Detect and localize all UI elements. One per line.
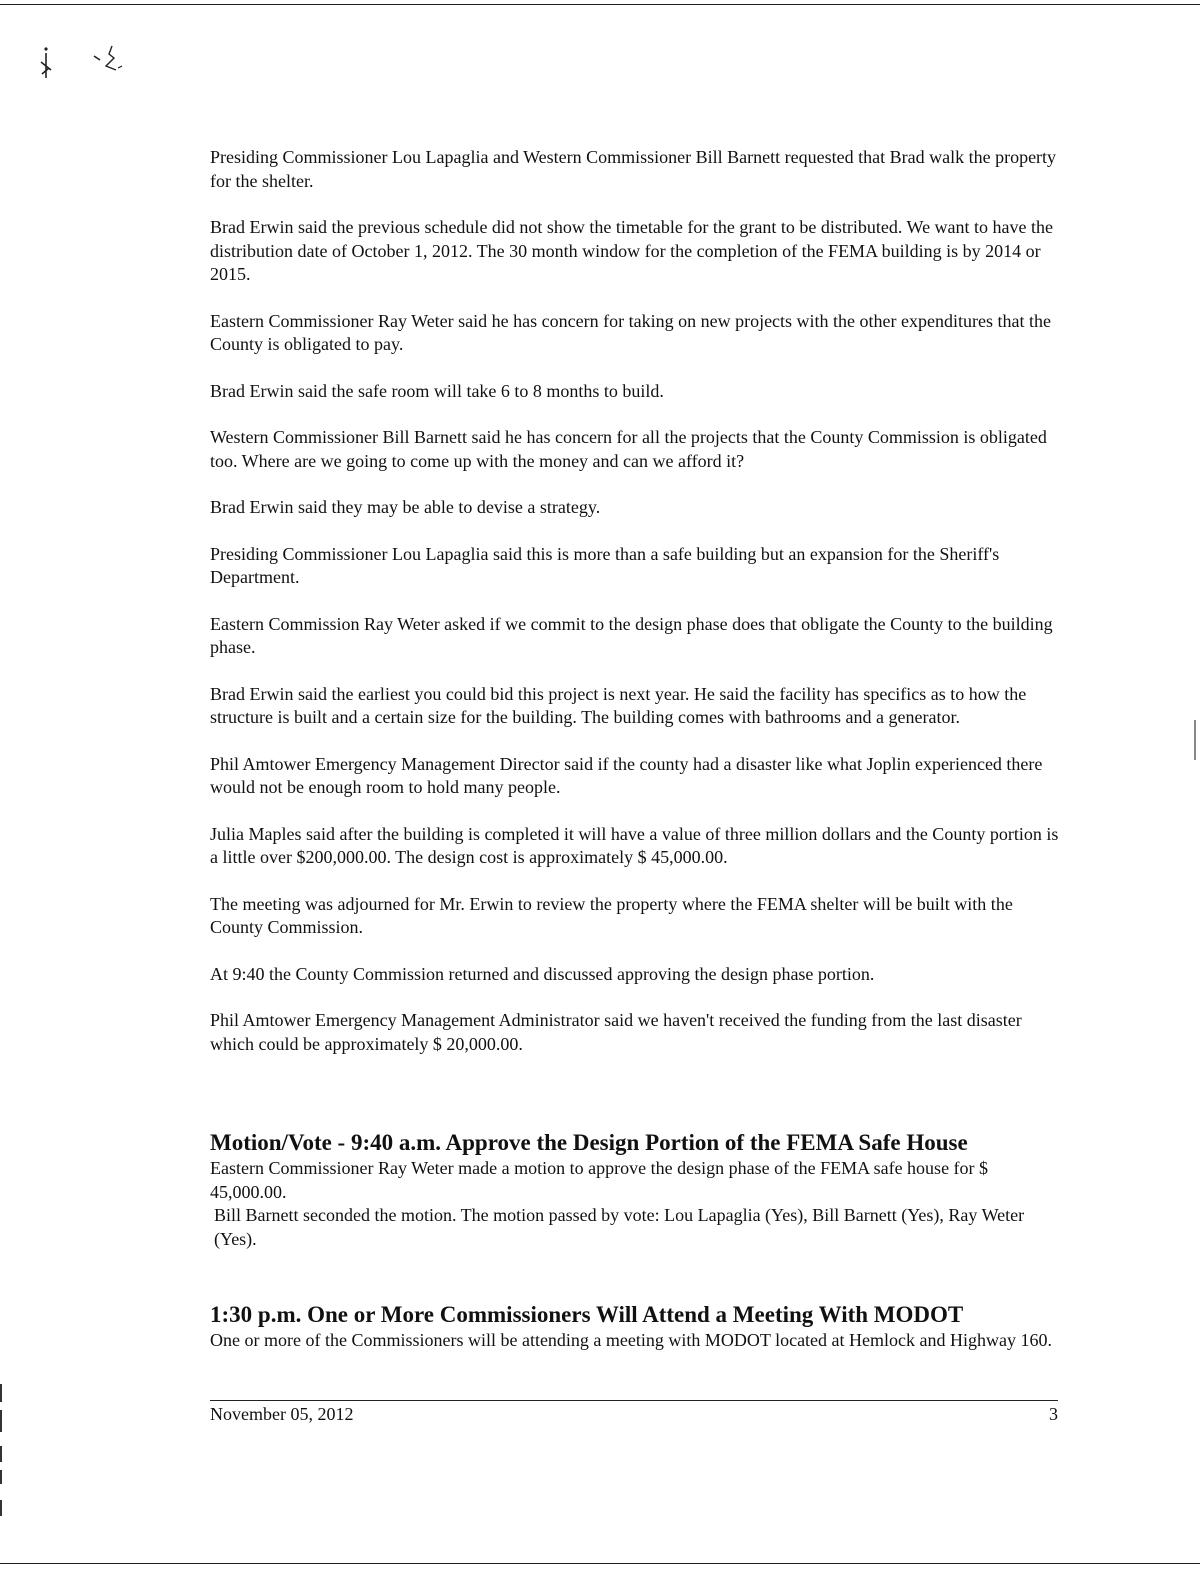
margin-mark bbox=[0, 1500, 2, 1516]
paragraph: Presiding Commissioner Lou Lapaglia and Western Commissioner Bill Barnett requested that Brad walk the property for the shelter. bbox=[210, 147, 1057, 191]
meeting-heading: 1:30 p.m. One or More Commissioners Will Attend a Meeting With MODOT bbox=[210, 1302, 964, 1327]
margin-mark bbox=[0, 1470, 2, 1484]
document-body bbox=[210, 146, 1065, 1353]
motion-section bbox=[210, 1129, 1065, 1251]
scan-edge-mark bbox=[1194, 720, 1196, 760]
meeting-text: One or more of the Commissioners will be attending a meeting with MODOT located at Hemlock and Highway 160. bbox=[210, 1330, 1052, 1350]
scan-artifact-marks bbox=[36, 44, 136, 84]
spacer bbox=[210, 1079, 1065, 1129]
paragraph: The meeting was adjourned for Mr. Erwin to review the property where the FEMA shelter will be built with the County Commission. bbox=[210, 893, 1013, 937]
paragraph: Brad Erwin said they may be able to devise a strategy. bbox=[210, 497, 601, 517]
spacer bbox=[210, 1251, 1065, 1301]
paragraph: Brad Erwin said the safe room will take 6 to 8 months to build. bbox=[210, 380, 664, 401]
margin-mark bbox=[0, 1410, 2, 1432]
page-number: 3 bbox=[1049, 1404, 1058, 1424]
paragraph: Brad Erwin said the earliest you could bid this project is next year. He said the facility has specifics as to how the structure is built and a certain size for the building. The building comes with bathrooms and a generator. bbox=[210, 683, 1027, 727]
top-rule bbox=[0, 4, 1200, 5]
paragraph: At 9:40 the County Commission returned and discussed approving the design phase portion. bbox=[210, 963, 875, 984]
meeting-section bbox=[210, 1301, 1065, 1353]
paragraph: Julia Maples said after the building is completed it will have a value of three million dollars and the County portion is a little over $200,000.00. The design cost is approximately $ 45,000.00. bbox=[210, 823, 1059, 867]
motion-heading: Motion/Vote - 9:40 a.m. Approve the Design Portion of the FEMA Safe House bbox=[210, 1130, 968, 1155]
footer-date: November 05, 2012 bbox=[210, 1404, 354, 1424]
motion-vote-text: Bill Barnett seconded the motion. The motion passed by vote: Lou Lapaglia (Yes), Bill Barnett (Yes), Ray Weter (Yes). bbox=[214, 1205, 1025, 1249]
paragraph: Western Commissioner Bill Barnett said he has concern for all the projects that the County Commission is obligated too. Where are we going to come up with the money and can we afford it? bbox=[210, 427, 1047, 471]
margin-mark bbox=[0, 1446, 2, 1462]
paragraph: Presiding Commissioner Lou Lapaglia said this is more than a safe building but an expansion for the Sheriff's Department. bbox=[210, 543, 1000, 587]
bottom-rule bbox=[0, 1563, 1200, 1564]
paragraph: Phil Amtower Emergency Management Administrator said we haven't received the funding from the last disaster which could be approximately $ 20,000.00. bbox=[210, 1010, 1022, 1054]
paragraph: Eastern Commission Ray Weter asked if we commit to the design phase does that obligate the County to the building phase. bbox=[210, 613, 1053, 657]
page-footer bbox=[210, 1400, 1058, 1424]
paragraph: Phil Amtower Emergency Management Director said if the county had a disaster like what Joplin experienced there would not be enough room to hold many people. bbox=[210, 753, 1043, 797]
paragraph: Eastern Commissioner Ray Weter said he has concern for taking on new projects with the other expenditures that the County is obligated to pay. bbox=[210, 310, 1051, 354]
margin-mark bbox=[0, 1384, 2, 1402]
paragraph: Brad Erwin said the previous schedule did not show the timetable for the grant to be distributed. We want to have the distribution date of October 1, 2012. The 30 month window for the completion of the FEMA building is by 2014 or 2015. bbox=[210, 217, 1054, 284]
motion-text: Eastern Commissioner Ray Weter made a motion to approve the design phase of the FEMA safe house for $ 45,000.00. bbox=[210, 1158, 989, 1202]
